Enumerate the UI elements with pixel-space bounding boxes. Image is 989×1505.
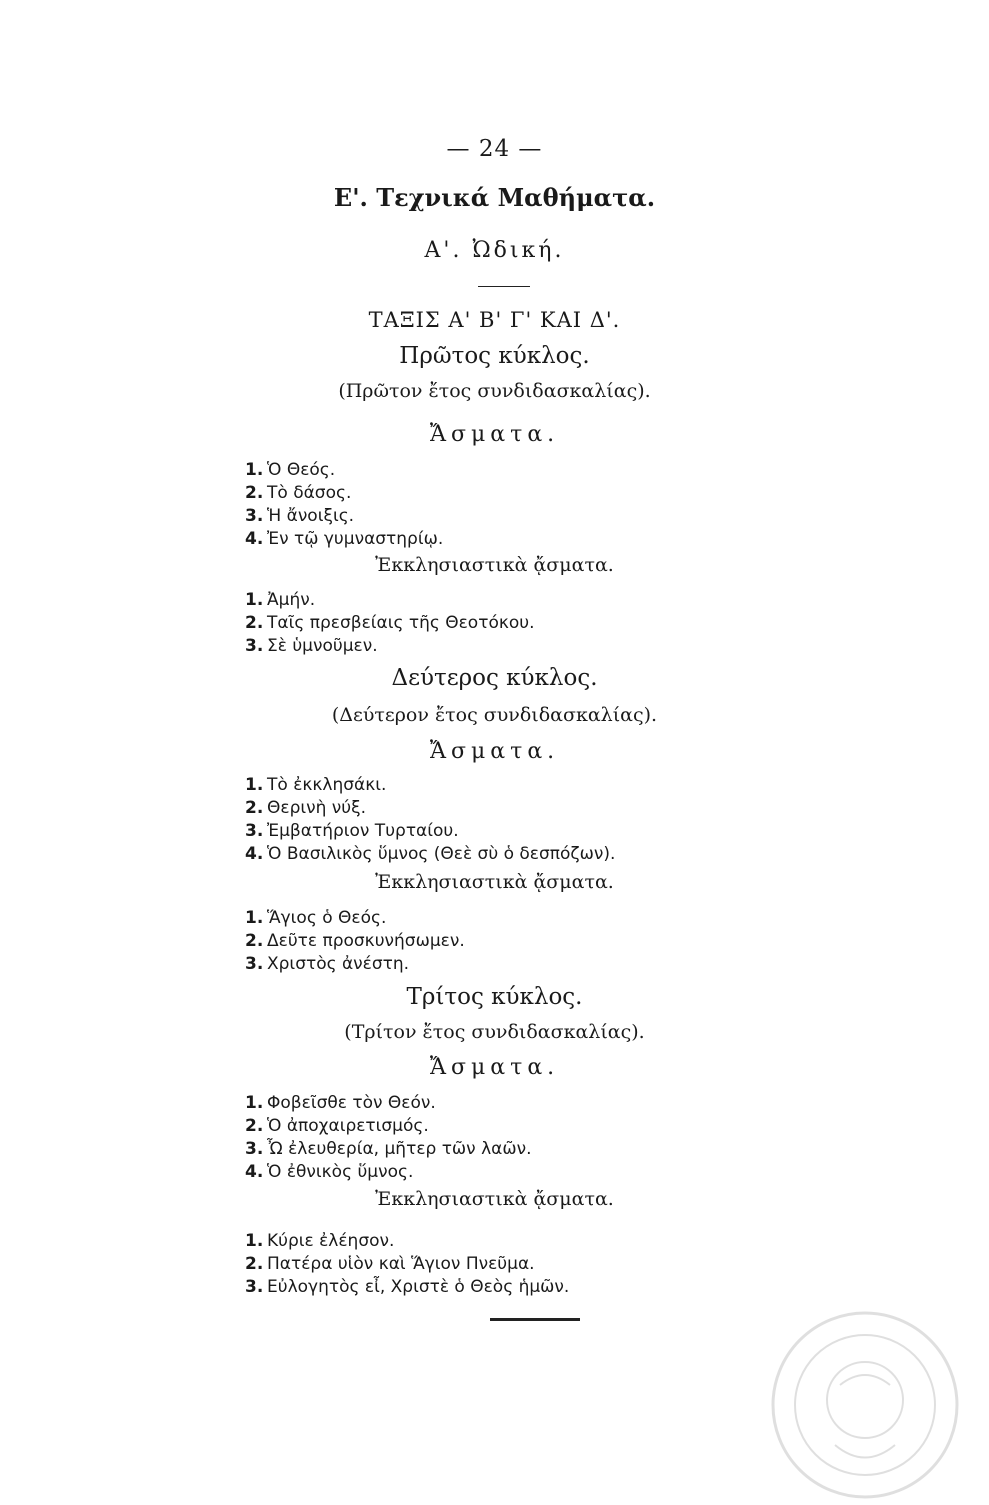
classes-heading: ΤΑΞΙΣ Α' Β' Γ' ΚΑΙ Δ'. [368,308,621,332]
list-item: 1. Ὁ Θεός. [245,460,336,480]
list-item: 3. Χριστὸς ἀνέστη. [245,954,410,974]
list-item: 2. Πατέρα υἱὸν καὶ Ἅγιον Πνεῦμα. [245,1254,535,1274]
end-rule [490,1318,580,1321]
university-seal-watermark [765,1305,965,1505]
list-item: 1. Κύριε ἐλέησον. [245,1231,395,1251]
cycle-title: Πρῶτος κύκλος. [399,343,590,369]
list-item: 4. Ὁ Βασιλικὸς ὕμνος (Θεὲ σὺ ὁ δεσπόζων). [245,844,616,864]
page-number: — 24 — [446,136,543,162]
cycle-title: Δεύτερος κύκλος. [391,665,598,691]
eccl-heading: Ἐκκλησιαστικὰ ᾄσματα. [375,554,614,576]
list-item: 3. Ἡ ἄνοιξις. [245,506,355,526]
cycle-title: Τρίτος κύκλος. [406,984,583,1010]
eccl-heading: Ἐκκλησιαστικὰ ᾄσματα. [375,1188,614,1210]
cycle-year: (Τρίτον ἔτος συνδιδασκαλίας). [344,1021,645,1043]
list-item: 3. Σὲ ὑμνοῦμεν. [245,636,378,656]
cycle-year: (Δεύτερον ἔτος συνδιδασκαλίας). [331,704,658,726]
list-item: 3. Ἐμβατήριον Τυρταίου. [245,821,459,841]
subsection-title: Α'. Ὠδική. [424,238,565,263]
list-item: 1. Φοβεῖσθε τὸν Θεόν. [245,1093,436,1113]
list-item: 1. Ἀμήν. [245,590,316,610]
list-item: 4. Ἐν τῷ γυμναστηρίῳ. [245,529,444,549]
list-item: 4. Ὁ ἐθνικὸς ὕμνος. [245,1162,414,1182]
title-rule [478,286,530,287]
songs-heading: Ἄσματα. [429,739,560,764]
list-item: 2. Θερινὴ νύξ. [245,798,367,818]
list-item: 3. Ὦ ἐλευθερία, μῆτερ τῶν λαῶν. [245,1139,532,1159]
list-item: 2. Δεῦτε προσκυνήσωμεν. [245,931,465,951]
section-title: Ε'. Τεχνικά Μαθήματα. [333,183,656,212]
list-item: 3. Εὐλογητὸς εἶ, Χριστὲ ὁ Θεὸς ἡμῶν. [245,1277,570,1297]
list-item: 2. Ταῖς πρεσβείαις τῆς Θεοτόκου. [245,613,535,633]
eccl-heading: Ἐκκλησιαστικὰ ᾄσματα. [375,871,614,893]
list-item: 2. Τὸ δάσος. [245,483,352,503]
list-item: 2. Ὁ ἀποχαιρετισμός. [245,1116,429,1136]
list-item: 1. Τὸ ἐκκλησάκι. [245,775,387,795]
songs-heading: Ἄσματα. [429,422,560,447]
list-item: 1. Ἅγιος ὁ Θεός. [245,908,387,928]
songs-heading: Ἄσματα. [429,1055,560,1080]
cycle-year: (Πρῶτον ἔτος συνδιδασκαλίας). [338,380,651,402]
